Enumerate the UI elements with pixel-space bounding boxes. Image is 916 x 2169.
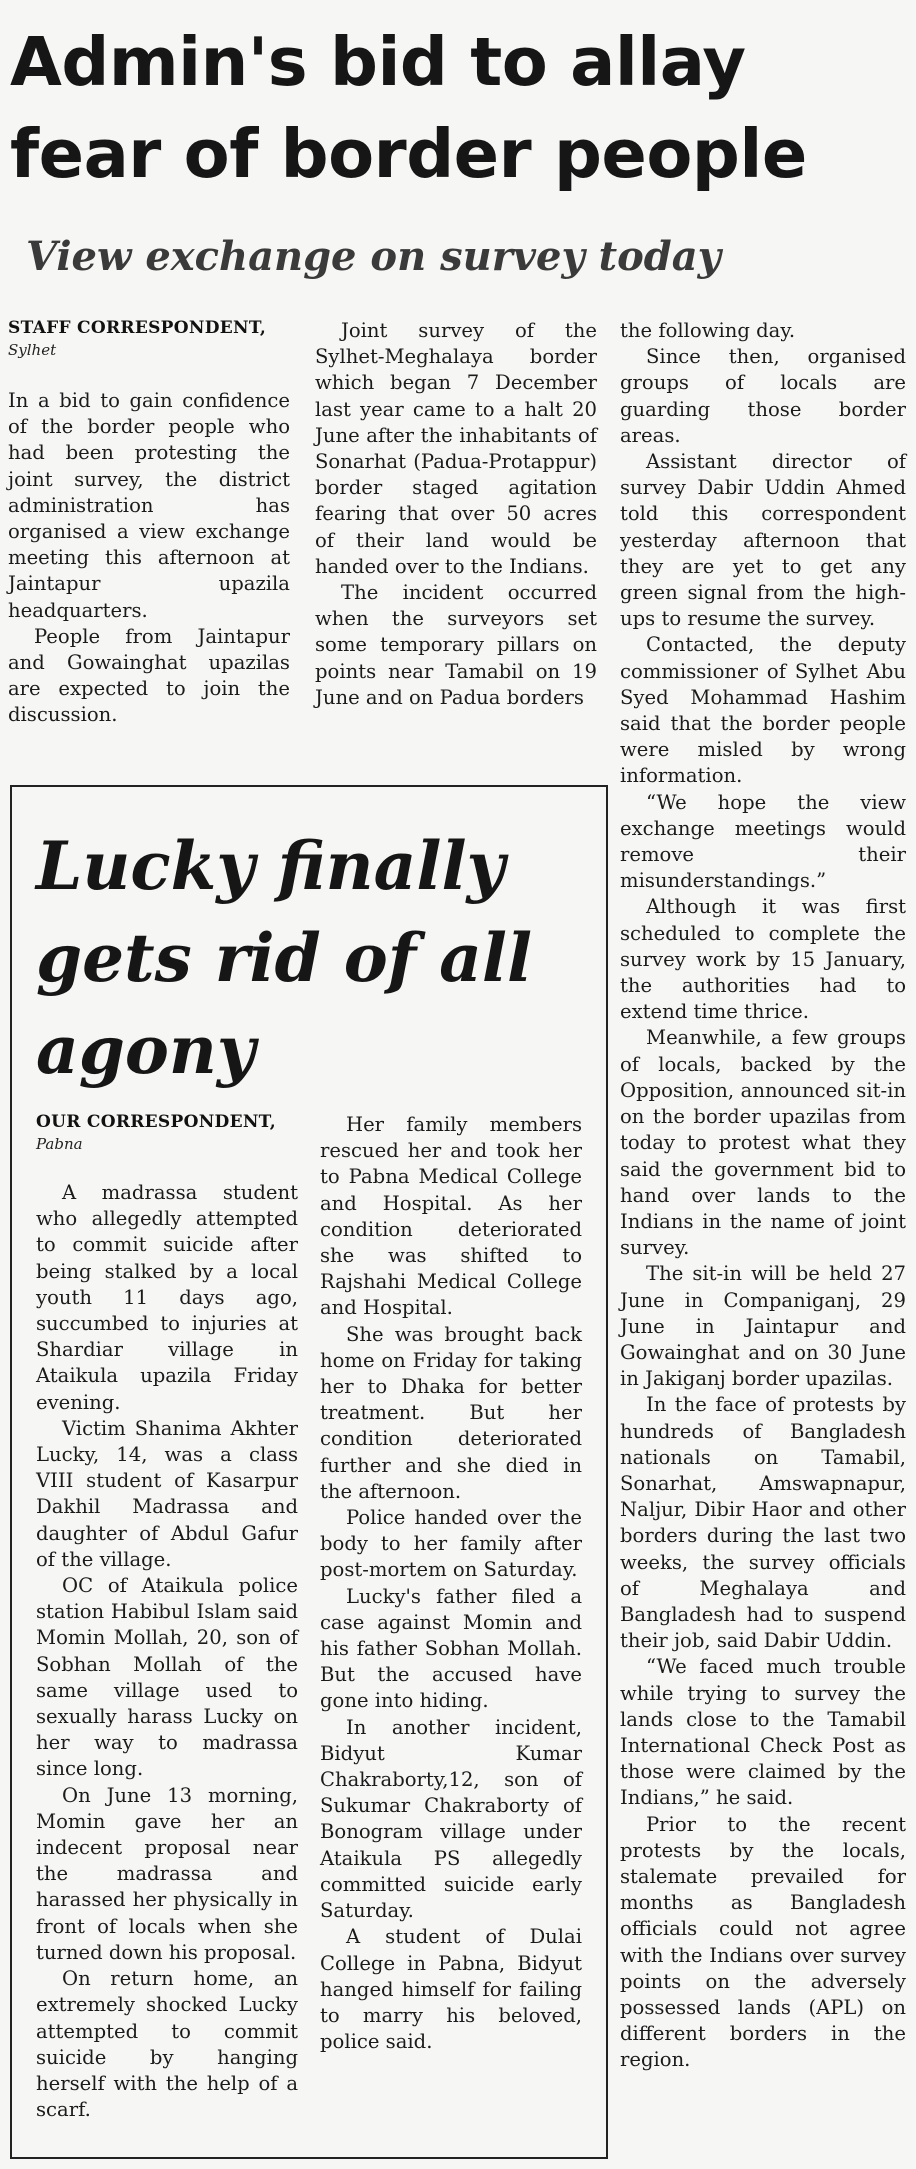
paragraph: “We faced much trouble while trying to survey the lands close to the Tamabil International Check Post as those were claimed by the Indians,” he said. [620,1655,906,1810]
box-headline: Lucky finally gets rid of all agony [36,827,533,1089]
paragraph: Meanwhile, a few groups of locals, backed by the Opposition, announced sit-in on the border upazilas from today to protest what they said the government bid to hand over lands to the Indians in the name of joint survey. [620,1026,906,1260]
dateline: Pabna [36,1135,83,1153]
paragraph: OC of Ataikula police station Habibul Islam said Momin Mollah, 20, son of Sobhan Mollah of the same village used to sexually harass Lucky on her way to madrassa since long. [36,1574,298,1781]
paragraph: Victim Shanima Akhter Lucky, 14, was a class VIII student of Kasarpur Dakhil Madrassa and daughter of Abdul Gafur of the village. [36,1416,298,1571]
paragraph: Since then, organised groups of locals are guarding those border areas. [620,345,906,447]
paragraph: In a bid to gain confidence of the border people who had been protesting the joint survey, the district administration has organised a view exchange meeting this afternoon at Jaintapur upazila headquarters. [8,389,290,622]
subheadline: View exchange on survey today [26,233,721,280]
paragraph: In the face of protests by hundreds of Bangladesh nationals on Tamabil, Sonarhat, Amswapnapur, Naljur, Dibir Haor and other borders during the last two weeks, the survey officials of Meghalaya and Bangladesh had to suspend their job, said Dabir Uddin. [620,1393,906,1653]
story2-column-2 [320,1112,582,2055]
dateline: Sylhet [8,341,57,359]
story1-column-3 [620,318,906,2074]
paragraph: In another incident, Bidyut Kumar Chakraborty,12, son of Sukumar Chakraborty of Bonogram village under Ataikula PS allegedly committed suicide early Saturday. [320,1715,582,1923]
story1-column-2 [315,318,597,711]
paragraph: Police handed over the body to her family after post-mortem on Saturday. [320,1506,582,1582]
paragraph: “We hope the view exchange meetings would remove their misunderstandings.” [620,790,906,893]
story2-column-1 [36,1180,298,2123]
paragraph: Assistant director of survey Dabir Uddin Ahmed told this correspondent yesterday afternoon that they are yet to get any green signal from the high-ups to resume the survey. [620,450,906,631]
paragraph: The sit-in will be held 27 June in Companiganj, 29 June in Jaintapur and Gowainghat and on 30 June in Jakiganj border upazilas. [620,1262,906,1391]
paragraph: She was brought back home on Friday for taking her to Dhaka for better treatment. But her condition deteriorated further and she died in the afternoon. [320,1322,582,1503]
paragraph: Prior to the recent protests by the locals, stalemate prevailed for months as Bangladesh officials could not agree with the Indians over survey points on the adversely possessed lands (APL) on different borders in the region. [620,1812,906,2072]
paragraph: People from Jaintapur and Gowainghat upazilas are expected to join the discussion. [8,624,290,727]
story1-column-1 [8,388,290,729]
paragraph: Joint survey of the Sylhet-Meghalaya border which began 7 December last year came to a halt 20 June after the inhabitants of Sonarhat (Padua-Protappur) border staged agitation fearing that over 50 acres of their land would be handed over to the Indians. [315,319,597,578]
byline: OUR CORRESPONDENT, [36,1112,276,1132]
paragraph: Contacted, the deputy commissioner of Sylhet Abu Syed Mohammad Hashim said that the border people were misled by wrong information. [620,633,906,788]
paragraph: On June 13 morning, Momin gave her an indecent proposal near the madrassa and harassed her physically in front of locals when she turned down his proposal. [36,1783,298,1964]
byline: STAFF CORRESPONDENT, [8,318,267,338]
paragraph: Although it was first scheduled to complete the survey work by 15 January, the authorities had to extend time thrice. [620,895,906,1024]
paragraph: A madrassa student who allegedly attempted to commit suicide after being stalked by a local youth 11 days ago, succumbed to injuries at Shardiar village in Ataikula upazila Friday evening. [36,1181,298,1414]
paragraph: Her family members rescued her and took her to Pabna Medical College and Hospital. As her condition deteriorated she was shifted to Rajshahi Medical College and Hospital. [320,1113,582,1320]
paragraph: Lucky's father filed a case against Momin and his father Sobhan Mollah. But the accused have gone into hiding. [320,1584,582,1713]
paragraph: A student of Dulai College in Pabna, Bidyut hanged himself for failing to marry his beloved, police said. [320,1925,582,2054]
paragraph: The incident occurred when the surveyors set some temporary pillars on points near Tamabil on 19 June and on Padua borders [315,581,597,709]
main-headline: Admin's bid to allay fear of border people [10,23,807,193]
paragraph: the following day. [620,319,796,342]
paragraph: On return home, an extremely shocked Lucky attempted to commit suicide by hanging herself with the help of a scarf. [36,1967,298,2122]
